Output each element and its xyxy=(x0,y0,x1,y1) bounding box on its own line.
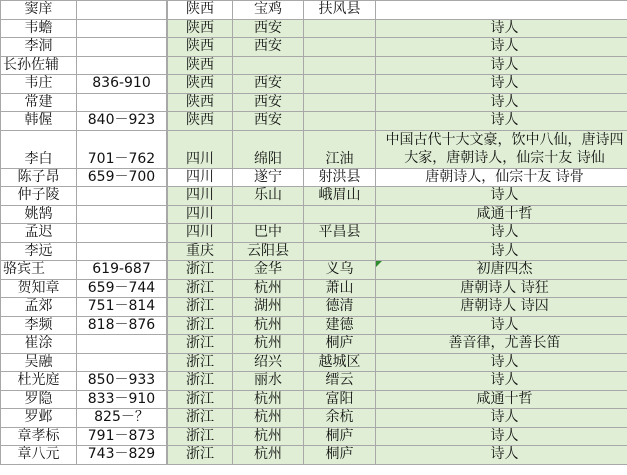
province-cell[interactable]: 浙江 xyxy=(168,409,233,428)
years-cell[interactable] xyxy=(77,93,167,112)
years-cell[interactable] xyxy=(77,205,167,224)
years-cell[interactable]: 818－876 xyxy=(77,316,167,335)
county-cell[interactable]: 德清 xyxy=(304,298,376,317)
city-cell[interactable]: 宝鸡 xyxy=(233,1,304,20)
city-cell[interactable] xyxy=(233,56,304,75)
years-cell[interactable] xyxy=(77,242,167,261)
city-cell[interactable]: 杭州 xyxy=(233,279,304,298)
note-cell[interactable]: 诗人 xyxy=(376,409,627,428)
city-cell[interactable]: 遂宁 xyxy=(233,168,304,187)
county-cell[interactable]: 缙云 xyxy=(304,372,376,391)
county-cell[interactable] xyxy=(304,56,376,75)
table-row xyxy=(1,279,627,298)
province-cell[interactable]: 浙江 xyxy=(168,390,233,409)
province-cell[interactable]: 浙江 xyxy=(168,372,233,391)
city-cell[interactable]: 金华 xyxy=(233,261,304,280)
province-cell[interactable]: 浙江 xyxy=(168,427,233,446)
note-cell[interactable]: 善音律，尤善长笛 xyxy=(376,335,627,354)
years-cell[interactable]: 791－873 xyxy=(77,427,167,446)
county-cell[interactable]: 江油 xyxy=(304,130,376,168)
city-cell[interactable]: 湖州 xyxy=(233,298,304,317)
table-row xyxy=(1,390,627,409)
name-cell[interactable]: 孟迟 xyxy=(1,224,77,243)
county-cell[interactable] xyxy=(304,205,376,224)
province-cell[interactable]: 浙江 xyxy=(168,446,233,465)
city-cell[interactable]: 乐山 xyxy=(233,187,304,206)
years-cell[interactable]: 840－923 xyxy=(77,112,167,131)
name-cell[interactable]: 章孝标 xyxy=(1,427,77,446)
years-cell[interactable]: 619-687 xyxy=(77,261,167,280)
note-cell[interactable]: 诗人 xyxy=(376,93,627,112)
county-cell[interactable] xyxy=(304,75,376,94)
years-cell[interactable] xyxy=(77,335,167,354)
note-cell[interactable]: 诗人 xyxy=(376,187,627,206)
name-cell[interactable]: 陈子昂 xyxy=(1,168,77,187)
years-cell[interactable]: 836-910 xyxy=(77,75,167,94)
years-cell[interactable]: 751－814 xyxy=(77,298,167,317)
name-cell[interactable]: 韩偓 xyxy=(1,112,77,131)
county-cell[interactable]: 余杭 xyxy=(304,409,376,428)
name-cell[interactable]: 贺知章 xyxy=(1,279,77,298)
table-row xyxy=(1,205,627,224)
county-cell[interactable] xyxy=(304,93,376,112)
table-row xyxy=(1,353,627,372)
table-row xyxy=(1,316,627,335)
province-cell[interactable]: 陕西 xyxy=(168,56,233,75)
county-cell[interactable]: 峨眉山 xyxy=(304,187,376,206)
county-cell[interactable]: 平昌县 xyxy=(304,224,376,243)
note-cell[interactable]: 诗人 xyxy=(376,112,627,131)
note-cell[interactable]: 唐朝诗人 诗囚 xyxy=(376,298,627,317)
table-row xyxy=(1,187,627,206)
note-cell[interactable]: 诗人 xyxy=(376,372,627,391)
name-cell[interactable]: 常建 xyxy=(1,93,77,112)
county-cell[interactable]: 桐庐 xyxy=(304,335,376,354)
table-row xyxy=(1,261,627,280)
name-cell[interactable]: 窦庠 xyxy=(1,1,77,20)
city-cell[interactable]: 杭州 xyxy=(233,446,304,465)
table-row xyxy=(1,242,627,261)
years-cell[interactable] xyxy=(77,38,167,57)
table-row xyxy=(1,372,627,391)
county-cell[interactable]: 扶风县 xyxy=(304,1,376,20)
years-cell[interactable]: 833－910 xyxy=(77,390,167,409)
county-cell[interactable] xyxy=(304,242,376,261)
city-cell[interactable]: 西安 xyxy=(233,75,304,94)
note-cell[interactable]: 诗人 xyxy=(376,224,627,243)
table-row xyxy=(1,446,627,465)
name-cell[interactable]: 李洞 xyxy=(1,38,77,57)
name-cell[interactable]: 仲子陵 xyxy=(1,187,77,206)
note-cell[interactable]: 初唐四杰 xyxy=(376,261,627,280)
table-row xyxy=(1,1,627,20)
name-cell[interactable]: 骆宾王 xyxy=(1,261,77,280)
years-cell[interactable] xyxy=(77,19,167,38)
county-cell[interactable]: 富阳 xyxy=(304,390,376,409)
table-row xyxy=(1,427,627,446)
county-cell[interactable]: 桐庐 xyxy=(304,446,376,465)
table-row xyxy=(1,93,627,112)
city-cell[interactable]: 杭州 xyxy=(233,335,304,354)
province-cell[interactable]: 四川 xyxy=(168,168,233,187)
years-cell[interactable]: 825－？ xyxy=(77,409,167,428)
years-cell[interactable]: 659－700 xyxy=(77,168,167,187)
province-cell[interactable]: 陕西 xyxy=(168,75,233,94)
city-cell[interactable]: 绵阳 xyxy=(233,130,304,168)
years-cell[interactable]: 743－829 xyxy=(77,446,167,465)
table-row xyxy=(1,409,627,428)
table-row xyxy=(1,112,627,131)
city-cell[interactable]: 西安 xyxy=(233,38,304,57)
county-cell[interactable]: 建德 xyxy=(304,316,376,335)
table-row xyxy=(1,298,627,317)
province-cell[interactable]: 浙江 xyxy=(168,298,233,317)
city-cell[interactable]: 西安 xyxy=(233,93,304,112)
province-cell[interactable]: 浙江 xyxy=(168,335,233,354)
name-cell[interactable]: 李白 xyxy=(1,130,77,168)
name-cell[interactable]: 李频 xyxy=(1,316,77,335)
name-cell[interactable]: 崔涂 xyxy=(1,335,77,354)
city-cell[interactable]: 杭州 xyxy=(233,390,304,409)
note-cell[interactable]: 诗人 xyxy=(376,446,627,465)
years-cell[interactable] xyxy=(77,56,167,75)
province-cell[interactable]: 四川 xyxy=(168,130,233,168)
years-cell[interactable] xyxy=(77,353,167,372)
name-cell[interactable]: 罗邺 xyxy=(1,409,77,428)
city-cell[interactable]: 杭州 xyxy=(233,409,304,428)
county-cell[interactable]: 射洪县 xyxy=(304,168,376,187)
name-cell[interactable]: 姚鹄 xyxy=(1,205,77,224)
county-cell[interactable]: 萧山 xyxy=(304,279,376,298)
note-cell[interactable]: 唐朝诗人，仙宗十友 诗骨 xyxy=(376,168,627,187)
note-cell[interactable]: 诗人 xyxy=(376,242,627,261)
note-cell[interactable]: 咸通十哲 xyxy=(376,390,627,409)
name-cell[interactable]: 李远 xyxy=(1,242,77,261)
table-row xyxy=(1,224,627,243)
county-cell[interactable]: 义乌 xyxy=(304,261,376,280)
note-cell[interactable]: 诗人 xyxy=(376,427,627,446)
note-cell[interactable]: 唐朝诗人 诗狂 xyxy=(376,279,627,298)
province-cell[interactable]: 浙江 xyxy=(168,261,233,280)
years-cell[interactable] xyxy=(77,1,167,20)
table-row xyxy=(1,19,627,38)
table-row xyxy=(1,168,627,187)
province-cell[interactable]: 浙江 xyxy=(168,279,233,298)
years-cell[interactable]: 850－933 xyxy=(77,372,167,391)
province-cell[interactable]: 浙江 xyxy=(168,353,233,372)
note-cell[interactable]: 咸通十哲 xyxy=(376,205,627,224)
city-cell[interactable]: 丽水 xyxy=(233,372,304,391)
city-cell[interactable]: 绍兴 xyxy=(233,353,304,372)
years-cell[interactable] xyxy=(77,187,167,206)
note-cell[interactable]: 诗人 xyxy=(376,56,627,75)
name-cell[interactable]: 章八元 xyxy=(1,446,77,465)
county-cell[interactable] xyxy=(304,38,376,57)
city-cell[interactable]: 西安 xyxy=(233,19,304,38)
name-cell[interactable]: 杜光庭 xyxy=(1,372,77,391)
name-cell[interactable]: 罗隐 xyxy=(1,390,77,409)
note-cell[interactable]: 诗人 xyxy=(376,316,627,335)
name-cell[interactable]: 吴融 xyxy=(1,353,77,372)
name-cell[interactable]: 长孙佐辅 xyxy=(1,56,77,75)
province-cell[interactable]: 四川 xyxy=(168,205,233,224)
province-cell[interactable]: 浙江 xyxy=(168,316,233,335)
province-cell[interactable]: 陕西 xyxy=(168,38,233,57)
note-cell[interactable]: 诗人 xyxy=(376,75,627,94)
province-cell[interactable]: 重庆 xyxy=(168,242,233,261)
name-cell[interactable]: 韦蟾 xyxy=(1,19,77,38)
note-cell[interactable] xyxy=(376,1,627,20)
note-cell[interactable]: 中国古代十大文豪，饮中八仙，唐诗四大家，唐朝诗人，仙宗十友 诗仙 xyxy=(376,130,627,168)
county-cell[interactable] xyxy=(304,112,376,131)
city-cell[interactable]: 云阳县 xyxy=(233,242,304,261)
note-cell[interactable]: 诗人 xyxy=(376,353,627,372)
note-cell[interactable]: 诗人 xyxy=(376,38,627,57)
years-cell[interactable]: 701－762 xyxy=(77,130,167,168)
county-cell[interactable]: 桐庐 xyxy=(304,427,376,446)
table-row xyxy=(1,335,627,354)
province-cell[interactable]: 四川 xyxy=(168,187,233,206)
name-cell[interactable]: 韦庄 xyxy=(1,75,77,94)
grid-body xyxy=(1,1,627,465)
city-cell[interactable]: 西安 xyxy=(233,112,304,131)
name-cell[interactable]: 孟郊 xyxy=(1,298,77,317)
county-cell[interactable] xyxy=(304,19,376,38)
note-cell[interactable]: 诗人 xyxy=(376,19,627,38)
table-row xyxy=(1,75,627,94)
province-cell[interactable]: 陕西 xyxy=(168,1,233,20)
table-row xyxy=(1,38,627,57)
city-cell[interactable]: 杭州 xyxy=(233,316,304,335)
province-cell[interactable]: 四川 xyxy=(168,224,233,243)
county-cell[interactable]: 越城区 xyxy=(304,353,376,372)
table-row xyxy=(1,130,627,168)
city-cell[interactable]: 杭州 xyxy=(233,427,304,446)
years-cell[interactable]: 659－744 xyxy=(77,279,167,298)
city-cell[interactable] xyxy=(233,205,304,224)
city-cell[interactable]: 巴中 xyxy=(233,224,304,243)
province-cell[interactable]: 陕西 xyxy=(168,19,233,38)
province-cell[interactable]: 陕西 xyxy=(168,93,233,112)
table-row xyxy=(1,56,627,75)
province-cell[interactable]: 陕西 xyxy=(168,112,233,131)
years-cell[interactable] xyxy=(77,224,167,243)
